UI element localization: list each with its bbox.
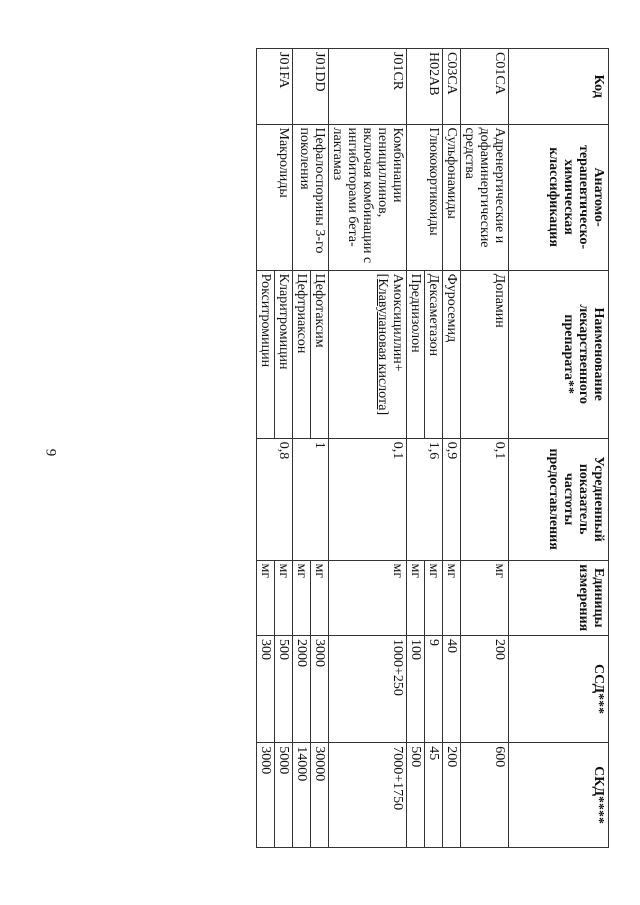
cell-unit: мг [311,560,329,636]
cell-ssd: 40 [443,636,461,743]
cell-unit: мг [461,560,509,636]
cell-frequency: 0,1 [461,438,509,560]
header-drug-name: Наименование лекарственного препарата** [509,270,609,438]
cell-drug [329,270,407,438]
header-ssd: ССД*** [509,636,609,743]
header-code: Код [509,49,609,125]
cell-atc: Макролиды [257,124,293,270]
cell-code: H02AB [407,49,443,125]
drug-name-2: [Клавулановая кислота] [375,273,390,416]
cell-ssd: 9 [425,636,443,743]
header-units: Единицы измерения [509,560,609,636]
cell-skd: 3000 [257,743,275,848]
header-atc-class: Анатомо-терапевтическо-химическая классификация [509,124,609,270]
cell-code: C01CA [461,49,509,125]
cell-ssd: 2000 [293,636,311,743]
cell-atc: Сульфонамиды [443,124,461,270]
cell-drug [443,270,461,438]
cell-skd: 30000 [311,743,329,848]
cell-frequency: 1,6 [407,438,443,560]
cell-unit: мг [443,560,461,636]
cell-ssd: 1000+250 [329,636,407,743]
drug-table [256,48,609,848]
cell-skd: 200 [443,743,461,848]
cell-skd: 14000 [293,743,311,848]
cell-skd: 45 [425,743,443,848]
table-row-j01fa [275,49,293,848]
drug-name: Допамин [492,273,507,328]
cell-unit: мг [275,560,293,636]
cell-unit: мг [407,560,425,636]
cell-code: J01CR [329,49,407,125]
cell-unit: мг [293,560,311,636]
drug-name: Амоксициллин+ [390,273,405,372]
cell-ssd: 200 [461,636,509,743]
cell-atc: Глюкокортикоиды [407,124,443,270]
drug-name: Фуросемид [444,273,459,343]
table-row-c03ca [443,49,461,848]
cell-drug: Цефотаксим [311,270,329,438]
cell-unit: мг [425,560,443,636]
rotated-table-container [67,48,609,848]
header-frequency: Усредненный показатель частоты предоставления [509,438,609,560]
cell-ssd: 500 [275,636,293,743]
cell-ssd: 100 [407,636,425,743]
table-row-j01cr [329,49,407,848]
cell-drug: Цефтриаксон [293,270,311,438]
cell-skd: 7000+1750 [329,743,407,848]
table-header-row [509,49,609,848]
cell-code: C03CA [443,49,461,125]
cell-frequency: 0,8 [257,438,293,560]
cell-frequency: 0,1 [329,438,407,560]
cell-frequency: 1 [293,438,329,560]
table-row-h02ab [425,49,443,848]
cell-code: J01DD [293,49,329,125]
table-row-j01dd [311,49,329,848]
cell-frequency: 0,9 [443,438,461,560]
cell-unit: мг [257,560,275,636]
cell-drug: Кларитромицин [275,270,293,438]
cell-drug: Преднизолон [407,270,425,438]
cell-ssd: 300 [257,636,275,743]
cell-atc: Цефалоспорины 3-го поколения [293,124,329,270]
table-row-c01ca [461,49,509,848]
cell-atc: Адренергические и дофаминергические средства [461,124,509,270]
cell-skd: 600 [461,743,509,848]
cell-drug: Дексаметазон [425,270,443,438]
cell-drug: Рокситромицин [257,270,275,438]
page-number: 9 [42,448,59,457]
cell-atc: Комбинации пенициллинов, включая комбинации с ингибиторами бета-лактамаз [329,124,407,270]
cell-unit: мг [329,560,407,636]
cell-drug [461,270,509,438]
cell-code: J01FA [257,49,293,125]
cell-ssd: 3000 [311,636,329,743]
header-skd: СКД**** [509,743,609,848]
cell-skd: 5000 [275,743,293,848]
cell-skd: 500 [407,743,425,848]
